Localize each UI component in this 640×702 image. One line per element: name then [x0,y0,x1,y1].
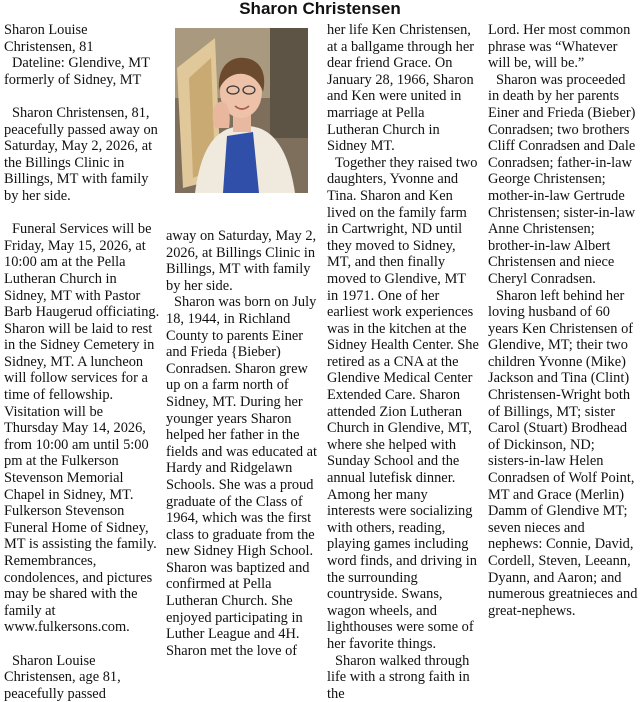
column-2 [166,228,320,659]
survivors-paragraph: Sharon left behind her loving husband of 60 years Ken Christensen of Glendive, MT; their two children Yvonne (Mike) Jackson and Tina (Clint) Christensen-Wright both of Billings, MT; sister Carol (Stuart) Brodhead of Dickinson, ND; sisters-in-law Helen Conradsen of Wolf Point, MT and Grace (Merlin) Damm of Glendive MT; seven nieces and nephews: Connie, David, Cordell, Steven, Leeann, Dyann, and Aaron; and numerous greatnieces and great-nephews. [488,287,638,619]
bio-continued: away on Saturday, May 2, 2026, at Billings Clinic in Billings, MT with family by her side. [166,228,317,294]
marriage-paragraph: her life Ken Christensen, at a ballgame through her dear friend Grace. On January 28, 1966, Sharon and Ken were united in marriage at Pella Lutheran Church in Sidney MT. [327,22,475,155]
services-paragraph: Funeral Services will be Friday, May 15, 2026, at 10:00 am at the Pella Lutheran Church in Sidney, MT with Pastor Barb Haugerud officiating. Sharon will be laid to rest in the Sidney Cemetery in Sidney, MT. A luncheon will follow services for a time of fellowship. Visitation will be Thursday May 14, 2026, from 10:00 am until 5:00 pm at the Fulkerson Stevenson Memorial Chapel in Sidney, MT. Fulkerson Stevenson Funeral Home of Sidney, MT is assisting the family. Remembrances, condolences, and pictures may be shared with the family at www.fulkersons.com. [4,221,160,636]
bio-start-paragraph: Sharon Louise Christensen, age 81, peacefully passed [4,652,121,702]
passing-paragraph: Sharon Christensen, 81, peacefully passed away on Saturday, May 2, 2026, at the Billings Clinic in Billings, MT with family by her side. [4,104,158,204]
faith-continued: Lord. Her most common phrase was “Whatever will be, will be.” [488,22,631,72]
column-1 [4,22,160,702]
family-life-paragraph: Together they raised two daughters, Yvonne and Tina. Sharon and Ken lived on the family farm in Cartwright, ND until they moved to Sidney, MT, and then finally moved to Glendive, MT in 1971. One of her earliest work experiences was in the kitchen at the Sidney Health Center. She retired as a CNA at the Glendive Medical Center Extended Care. Sharon attended Zion Lutheran Church in Glendive, MT, where she helped with Sunday School and the annual lutefisk dinner. Among her many interests were socializing with others, reading, playing games including word finds, and driving in the surrounding countryside. Swans, wagon wheels, and lighthouses were some of her favorite things. [327,154,479,652]
dateline: Dateline: Glendive, MT formerly of Sidney, MT [4,55,150,88]
portrait-photo [175,28,308,193]
early-life-paragraph: Sharon was born on July 18, 1944, in Richland County to parents Einer and Frieda {Bieber) Conradsen. Sharon grew up on a farm north of Sidney, MT. During her younger years Sharon helped her father in the fields and was educated at Hardy and Ridgelawn Schools. She was a proud graduate of the Class of 1964, which was the first class to graduate from the new Sidney High School. Sharon was baptized and confirmed at Pella Lutheran Church. She enjoyed participating in Luther League and 4H. Sharon met the love of [166,294,318,659]
preceded-paragraph: Sharon was proceeded in death by her parents Einer and Frieda (Bieber) Conradsen; two brothers Cliff Conradsen and Dale Conradsen; father-in-law George Christensen; mother-in-law Gertrude Christensen; sister-in-law Anne Christensen; brother-in-law Albert Christensen and niece Cheryl Conradsen. [488,71,636,287]
name-line: Sharon Louise Christensen, 81 [4,22,94,55]
obituary-title: Sharon Christensen [239,0,401,18]
column-4 [488,22,638,619]
faith-start-paragraph: Sharon walked through life with a strong faith in the [327,652,470,702]
column-3 [327,22,479,702]
